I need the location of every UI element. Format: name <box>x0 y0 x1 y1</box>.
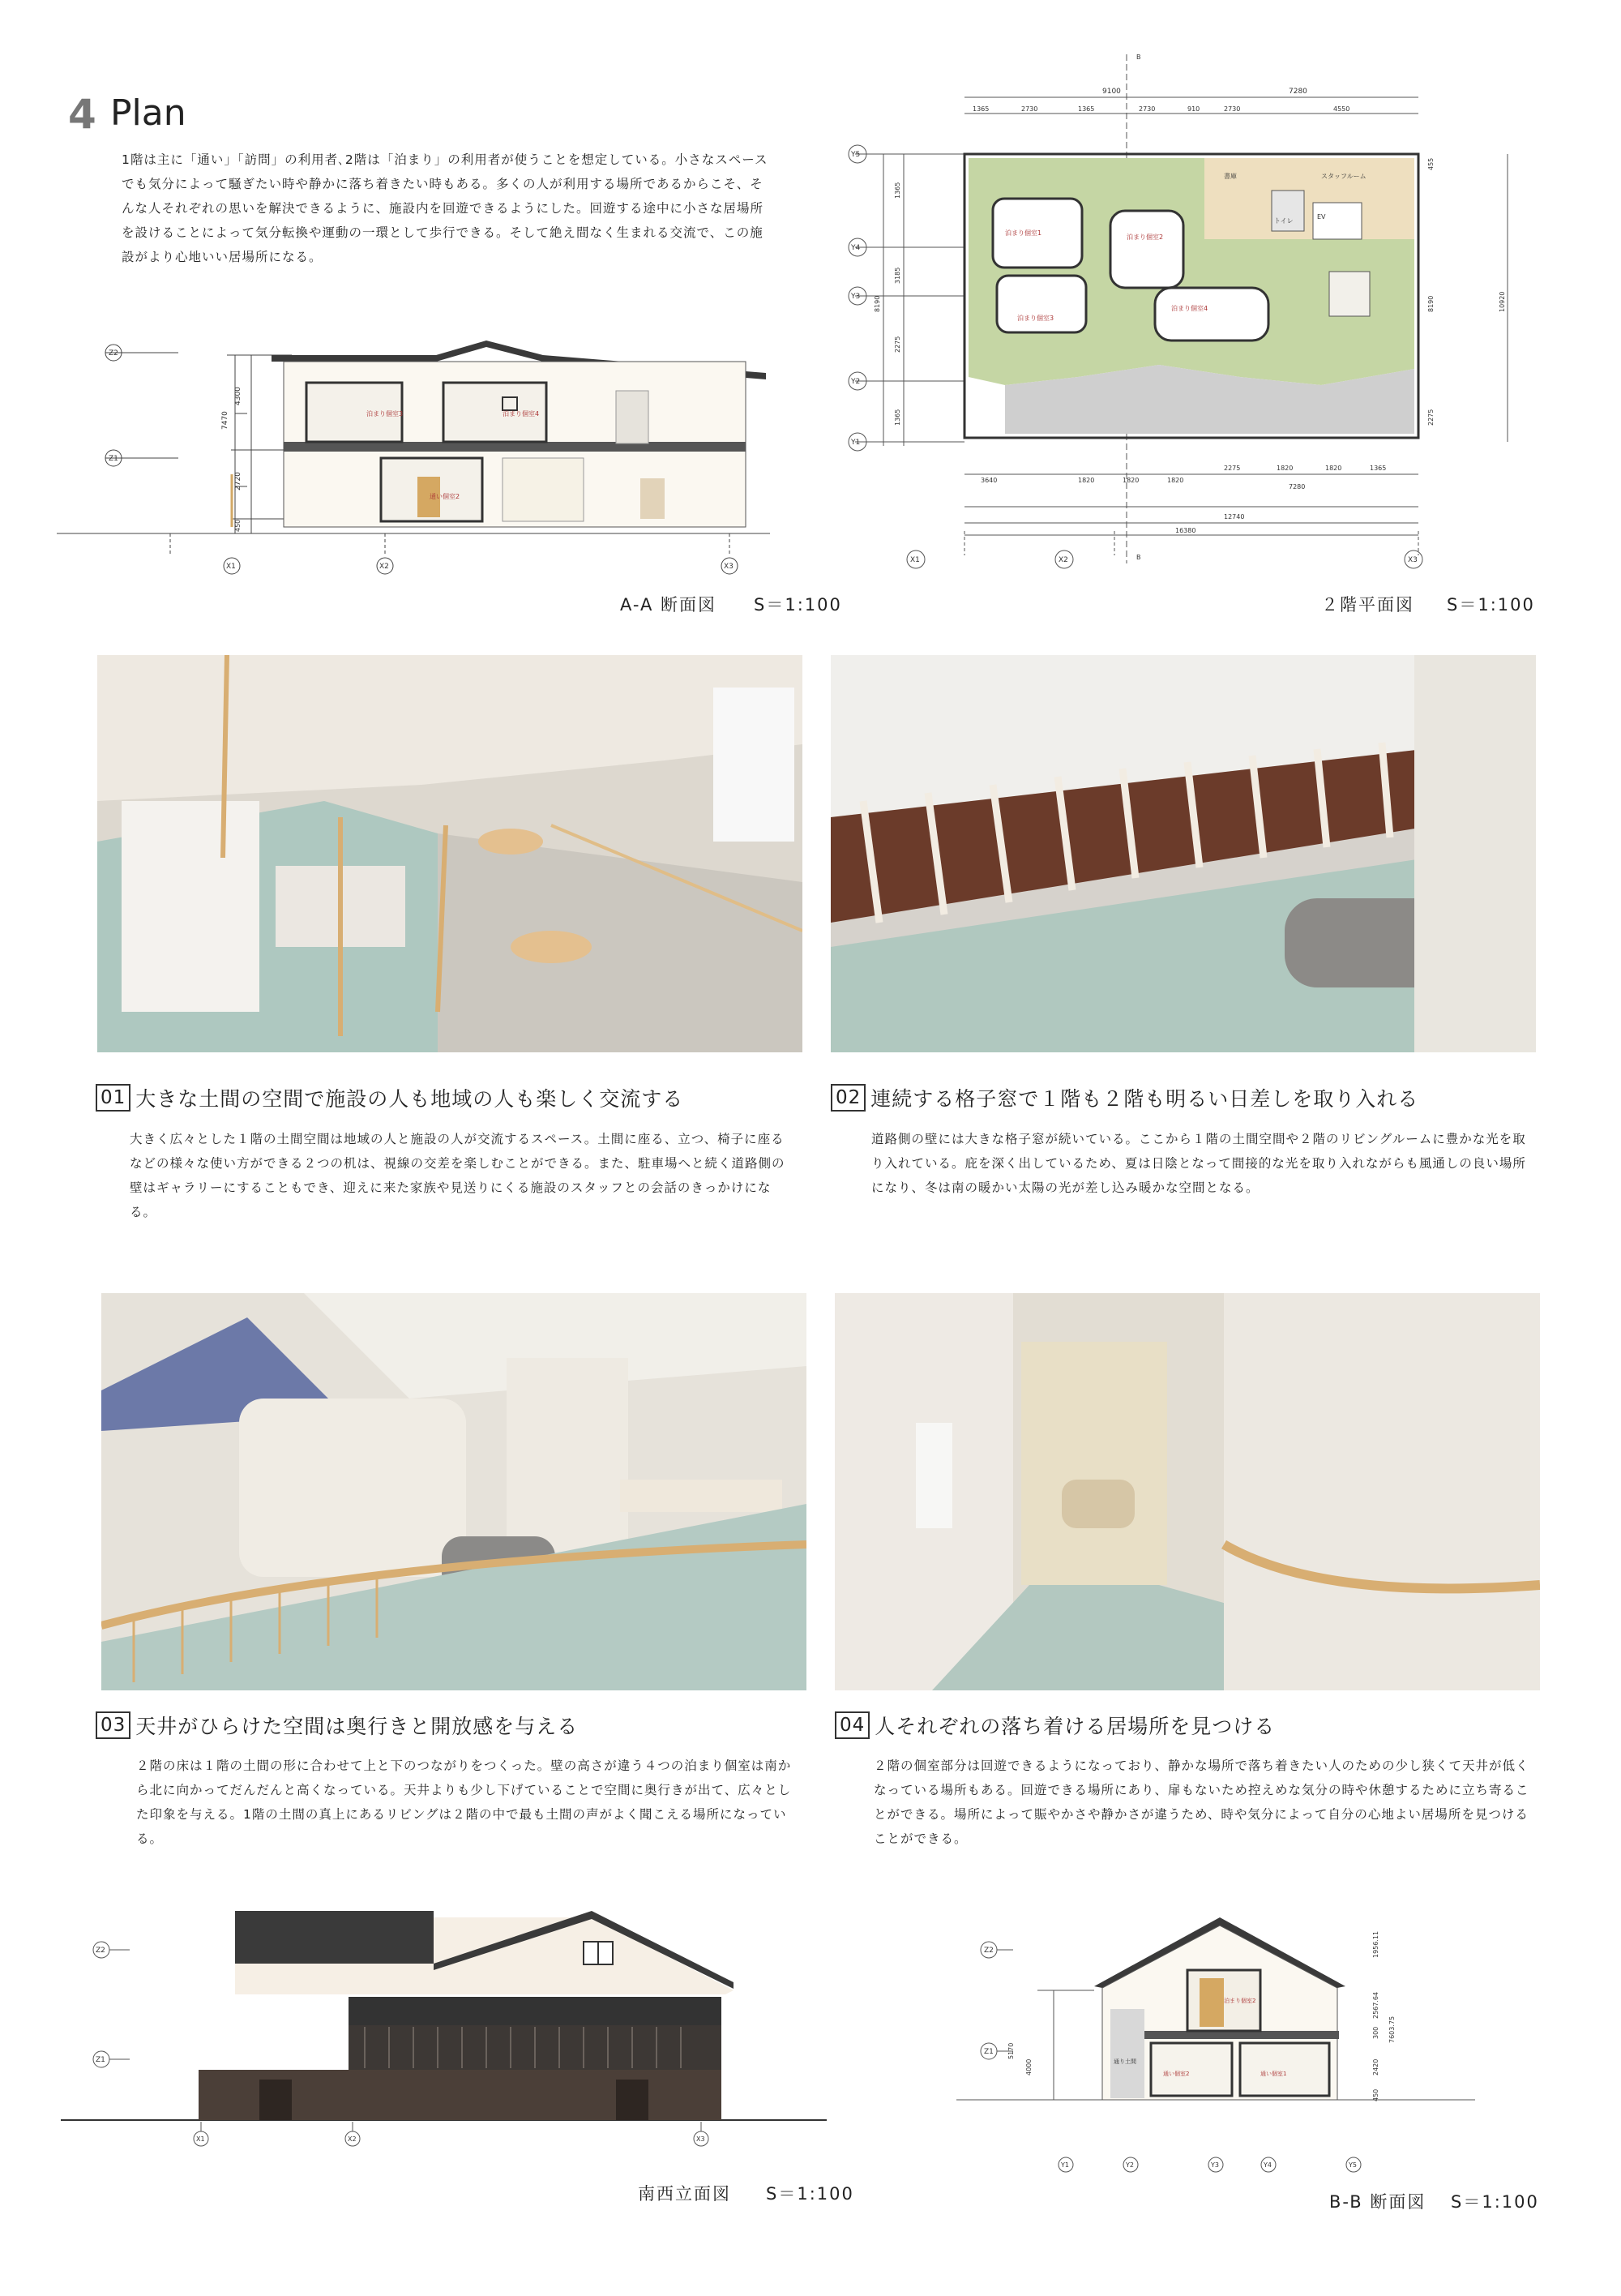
plan-dim: 1365 <box>973 105 990 113</box>
elevation-sw-scale: S＝1:100 <box>766 2184 854 2204</box>
section-04-title: 人それぞれの落ち着ける居場所を見つける <box>875 1715 1276 1738</box>
section-02-number: 02 <box>831 1084 866 1112</box>
aa-level-label: Z2 <box>109 349 118 358</box>
photo-04 <box>835 1293 1540 1690</box>
aa-grid-label: X1 <box>226 563 236 571</box>
section-aa-caption: A-A 断面図 <box>620 595 717 615</box>
plan-dim: 1820 <box>1277 465 1294 472</box>
plan-section-mark: B <box>1136 54 1141 61</box>
plan-room-label: 書庫 <box>1224 173 1237 180</box>
plan-grid-y: Y2 <box>851 378 861 386</box>
plan-dim: 2275 <box>1427 409 1435 426</box>
plan-room-label: 泊まり個室4 <box>1171 305 1208 312</box>
bb-dim: 2420 <box>1372 2058 1379 2075</box>
plan-room-label: 泊まり個室1 <box>1005 229 1042 237</box>
plan-grid-x: X3 <box>1408 556 1418 564</box>
section-01-number: 01 <box>96 1084 130 1112</box>
section-03-number: 03 <box>96 1711 130 1739</box>
section-01-body: 大きく広々とした１階の土間空間は地域の人と施設の人が交流するスペース。土間に座る、立つ、椅子に座るなどの様々な使い方ができる２つの机は、視線の交差を楽しむことができる。また、駐車場へと続く道路側の壁はギャラリーにすることもでき、迎えに来た家族や見送りにくる施設のスタッフとの会話のきっかけになる。 <box>130 1132 785 1219</box>
plan-room-label: 泊まり個室3 <box>1017 315 1054 322</box>
plan-dim: 455 <box>1427 157 1435 170</box>
bb-grid-label: Y1 <box>1061 2161 1069 2169</box>
plan-dim: 1820 <box>1167 477 1184 484</box>
plan-dim: 16380 <box>1175 527 1196 534</box>
plan-2f-drawing <box>835 45 1548 572</box>
plan-2f-caption: ２階平面図 <box>1321 595 1414 615</box>
section-title: Plan <box>110 92 186 134</box>
plan-2f-scale: S＝1:100 <box>1447 595 1535 615</box>
plan-dim: 12740 <box>1224 513 1245 520</box>
section-number: 4 <box>68 91 96 138</box>
plan-dim: 1365 <box>1370 465 1387 472</box>
elev-level-label: Z1 <box>96 2056 105 2064</box>
photo-02 <box>831 655 1536 1052</box>
bb-grid-label: Y3 <box>1211 2161 1219 2169</box>
section-03-body: ２階の床は１階の土間の形に合わせて上と下のつながりをつくった。壁の高さが違う４つの泊まり個室は南から北に向かってだんだんと高くなっている。天井よりも少し下げていることで空間に奥行きが出て、広々とした印象を与える。1階の土間の真上にあるリビングは２階の中で最も土間の声がよく聞こえる場所になっている。 <box>136 1758 792 1846</box>
bb-dim: 300 <box>1372 2026 1379 2039</box>
aa-dim: 4300 <box>234 387 242 405</box>
section-01-heading <box>96 1083 683 1112</box>
bb-dim: 2567.64 <box>1372 1991 1379 2019</box>
plan-room-label: 泊まり個室2 <box>1127 233 1164 241</box>
bb-room-label: 通い個室1 <box>1260 2071 1287 2077</box>
plan-dim: 9100 <box>1102 88 1121 96</box>
plan-dim: 1365 <box>894 182 901 199</box>
section-02-title: 連続する格子窓で１階も２階も明るい日差しを取り入れる <box>870 1087 1419 1111</box>
plan-grid-y: Y5 <box>851 151 861 159</box>
elev-grid-label: X3 <box>696 2135 705 2143</box>
photo-03 <box>101 1293 806 1690</box>
aa-dim: 2720 <box>234 472 242 490</box>
elevation-sw-drawing <box>49 1909 843 2152</box>
plan-dim: 910 <box>1187 105 1200 113</box>
plan-dim: 2275 <box>894 336 901 353</box>
section-02-heading <box>831 1083 1418 1112</box>
aa-room-label: 泊まり個室4 <box>503 410 540 418</box>
plan-dim: 1820 <box>1078 477 1095 484</box>
aa-dim: 7470 <box>221 411 229 430</box>
plan-dim: 8190 <box>1427 295 1435 312</box>
plan-dim: 2730 <box>1021 105 1038 113</box>
plan-section-mark: B <box>1136 554 1141 561</box>
plan-grid-x: X2 <box>1059 556 1068 564</box>
bb-dim: 450 <box>1372 2088 1379 2101</box>
section-bb-caption: B-B 断面図 <box>1329 2192 1426 2212</box>
section-04-number: 04 <box>835 1711 870 1739</box>
plan-dim: 8190 <box>874 295 881 312</box>
plan-dim: 2730 <box>1139 105 1156 113</box>
aa-grid-label: X3 <box>724 563 734 571</box>
bb-room-label: 通い個室2 <box>1163 2071 1190 2077</box>
plan-dim: 4550 <box>1333 105 1350 113</box>
elev-level-label: Z2 <box>96 1947 105 1955</box>
aa-grid-label: X2 <box>379 563 389 571</box>
bb-grid-label: Y4 <box>1264 2161 1272 2169</box>
section-aa-drawing <box>49 316 778 592</box>
plan-dim: 10920 <box>1499 291 1506 312</box>
section-03-title: 天井がひらけた空間は奥行きと開放感を与える <box>135 1715 579 1738</box>
bb-dim: 5170 <box>1007 2042 1015 2059</box>
plan-dim: 3640 <box>981 477 998 484</box>
plan-grid-x: X1 <box>910 556 920 564</box>
plan-dim: 3185 <box>894 267 901 284</box>
plan-dim: 7280 <box>1289 483 1306 490</box>
plan-dim: 7280 <box>1289 88 1307 96</box>
section-02-body: 道路側の壁には大きな格子窓が続いている。ここから１階の土間空間や２階のリビングルームに豊かな光を取り入れている。庇を深く出しているため、夏は日陰となって間接的な光を取り入れながらも風通しの良い場所になり、冬は南の暖かい太陽の光が差し込み暖かな空間となる。 <box>871 1132 1526 1195</box>
bb-room-label: 通り土間 <box>1114 2058 1136 2065</box>
elev-grid-label: X2 <box>348 2135 357 2143</box>
bb-grid-label: Y2 <box>1126 2161 1134 2169</box>
photo-01 <box>97 655 802 1052</box>
section-03-heading <box>96 1711 578 1740</box>
plan-dim: 1365 <box>1078 105 1095 113</box>
aa-room-label: 通い個室2 <box>430 493 460 500</box>
plan-dim: 2730 <box>1224 105 1241 113</box>
plan-dim: 1820 <box>1123 477 1140 484</box>
plan-dim: 1365 <box>894 409 901 426</box>
intro-text: 1階は主に「通い」「訪問」の利用者､2階は「泊まり」の利用者が使うことを想定している。小さなスペースでも気分によって騒ぎたい時や静かに落ち着きたい時もある。多くの人が利用する場所であるからこそ、そんな人それぞれの思いを解決できるように、施設内を回遊できるようにした。回遊する途中に小さな居場所を設けることによって気分転換や運動の一環として歩行できる。そして絶え間なく生まれる交流で、この施設がより心地いい居場所になる。 <box>122 152 768 264</box>
aa-dim: 450 <box>234 519 242 532</box>
elev-grid-label: X1 <box>196 2135 205 2143</box>
plan-dim: 1820 <box>1325 465 1342 472</box>
bb-level-label: Z1 <box>984 2048 994 2056</box>
section-aa-scale: S＝1:100 <box>754 595 842 615</box>
aa-level-label: Z1 <box>109 455 118 463</box>
aa-room-label: 泊まり個室3 <box>366 410 404 418</box>
section-bb-scale: S＝1:100 <box>1451 2192 1539 2212</box>
plan-grid-y: Y4 <box>851 244 861 252</box>
bb-room-label: 泊まり個室2 <box>1224 1998 1256 2004</box>
bb-dim: 7603.75 <box>1388 2015 1396 2043</box>
plan-dim: 2275 <box>1224 465 1241 472</box>
plan-room-label: トイレ <box>1274 217 1294 225</box>
section-04-heading <box>835 1711 1275 1740</box>
bb-dim: 1956.11 <box>1372 1930 1379 1958</box>
section-bb-drawing <box>892 1913 1540 2181</box>
plan-room-label: スタッフルーム <box>1321 173 1367 180</box>
bb-level-label: Z2 <box>984 1947 994 1955</box>
bb-grid-label: Y5 <box>1349 2161 1357 2169</box>
bb-dim: 4000 <box>1025 2058 1033 2075</box>
plan-room-label: EV <box>1317 213 1326 221</box>
section-01-title: 大きな土間の空間で施設の人も地域の人も楽しく交流する <box>135 1087 684 1111</box>
plan-grid-y: Y1 <box>851 439 861 447</box>
section-04-body: ２階の個室部分は回遊できるようになっており、静かな場所で落ち着きたい人のための少し狭くて天井が低くなっている場所もある。回遊できる場所にあり、扉もないため控えめな気分の時や休憩するために立ち寄ることができる。場所によって賑やかさや静かさが違うため、時や気分によって自分の心地よい居場所を見つけることができる。 <box>874 1758 1529 1846</box>
elevation-sw-caption: 南西立面図 <box>638 2184 731 2204</box>
plan-grid-y: Y3 <box>851 293 861 301</box>
